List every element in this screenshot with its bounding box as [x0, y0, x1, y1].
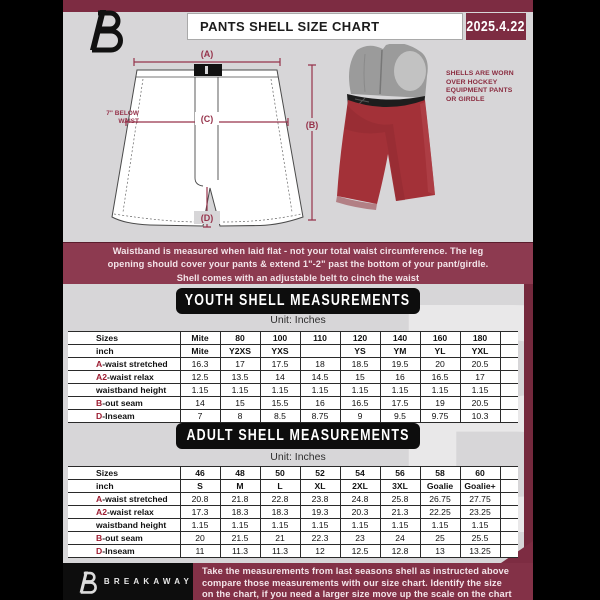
- youth-unit-label: Unit: Inches: [270, 314, 326, 326]
- date-badge: [466, 13, 526, 40]
- cell: 20: [180, 532, 220, 545]
- cell: 14.5: [300, 371, 340, 384]
- cell: 16.3: [180, 358, 220, 371]
- cell: 1.15: [220, 519, 260, 532]
- table-row: [68, 480, 518, 493]
- row-label: inch: [68, 345, 180, 358]
- cell: 16: [380, 371, 420, 384]
- empty-cell: [500, 506, 518, 519]
- cell: 1.15: [260, 384, 300, 397]
- cell: [300, 345, 340, 358]
- breakaway-logo-icon: [85, 7, 123, 58]
- cell: 140: [380, 332, 420, 345]
- cell: 19: [420, 397, 460, 410]
- table-row: [68, 506, 518, 519]
- table-row: [68, 519, 518, 532]
- cell: 23: [340, 532, 380, 545]
- row-label: A-waist stretched: [68, 493, 180, 506]
- cell: S: [180, 480, 220, 493]
- top-maroon-bar: [63, 0, 533, 12]
- youth-measurements-table: [68, 331, 518, 423]
- row-label: inch: [68, 480, 180, 493]
- cell: 180: [460, 332, 500, 345]
- cell: 8.75: [300, 410, 340, 423]
- empty-cell: [500, 332, 518, 345]
- cell: Mite: [180, 345, 220, 358]
- shorts-measurement-diagram: [110, 48, 325, 230]
- cell: 8.5: [260, 410, 300, 423]
- cell: 1.15: [420, 519, 460, 532]
- cell: 27.75: [460, 493, 500, 506]
- empty-cell: [500, 358, 518, 371]
- cell: 20.8: [180, 493, 220, 506]
- cell: 9: [340, 410, 380, 423]
- cell: 16.5: [340, 397, 380, 410]
- youth-section-heading: YOUTH SHELL MEASUREMENTS: [176, 288, 420, 314]
- shell-photo: [335, 44, 457, 216]
- row-label: B-out seam: [68, 397, 180, 410]
- cell: XL: [300, 480, 340, 493]
- cell: 23.25: [460, 506, 500, 519]
- cell: 120: [340, 332, 380, 345]
- cell: 17: [460, 371, 500, 384]
- cell: 22.3: [300, 532, 340, 545]
- empty-cell: [500, 345, 518, 358]
- cell: 20.5: [460, 358, 500, 371]
- cell: 13.5: [220, 371, 260, 384]
- cell: 1.15: [180, 519, 220, 532]
- cell: M: [220, 480, 260, 493]
- cell: 2XL: [340, 480, 380, 493]
- cell: 18.3: [220, 506, 260, 519]
- footer: [63, 563, 533, 600]
- cell: 1.15: [300, 384, 340, 397]
- cell: 60: [460, 467, 500, 480]
- row-label: A-waist stretched: [68, 358, 180, 371]
- cell: 80: [220, 332, 260, 345]
- cell: 1.15: [380, 519, 420, 532]
- cell: 11.3: [220, 545, 260, 558]
- empty-cell: [500, 545, 518, 558]
- cell: 13: [420, 545, 460, 558]
- row-label: D-Inseam: [68, 410, 180, 423]
- measure-b-label: (B): [305, 120, 319, 130]
- cell: 8: [220, 410, 260, 423]
- cell: 24: [380, 532, 420, 545]
- row-label: waistband height: [68, 384, 180, 397]
- cell: YM: [380, 345, 420, 358]
- cell: 1.15: [420, 384, 460, 397]
- cell: 25.8: [380, 493, 420, 506]
- table-row: [68, 493, 518, 506]
- breakaway-logo-icon: [77, 568, 97, 596]
- adult-section-heading: ADULT SHELL MEASUREMENTS: [176, 423, 420, 449]
- empty-cell: [500, 397, 518, 410]
- below-waist-note: 7" BELOW WAIST: [106, 110, 139, 125]
- cell: 54: [340, 467, 380, 480]
- adult-unit-label: Unit: Inches: [270, 451, 326, 463]
- cell: 17.5: [260, 358, 300, 371]
- brand-name: BREAKAWAY: [103, 577, 193, 586]
- cell: 3XL: [380, 480, 420, 493]
- cell: 11.3: [260, 545, 300, 558]
- cell: 21.8: [220, 493, 260, 506]
- cell: 23.8: [300, 493, 340, 506]
- footer-instructions: Take the measurements from last seasons shell as instructed above compare those measurements with our size chart. Identify the size on the chart, if you need a larger size move up the scale on the chart: [193, 563, 533, 600]
- cell: 7: [180, 410, 220, 423]
- empty-cell: [500, 384, 518, 397]
- empty-cell: [500, 493, 518, 506]
- cell: 16.5: [420, 371, 460, 384]
- empty-cell: [500, 532, 518, 545]
- table-row: [68, 467, 518, 480]
- cell: 12.8: [380, 545, 420, 558]
- cell: 15: [220, 397, 260, 410]
- cell: 25.5: [460, 532, 500, 545]
- cell: 20.3: [340, 506, 380, 519]
- document-page: [63, 0, 533, 600]
- cell: 16: [300, 397, 340, 410]
- cell: 19.5: [380, 358, 420, 371]
- table-row: [68, 345, 518, 358]
- cell: 21: [260, 532, 300, 545]
- cell: Mite: [180, 332, 220, 345]
- footer-brand-box: [63, 563, 193, 600]
- cell: 21.5: [220, 532, 260, 545]
- page-title: PANTS SHELL SIZE CHART: [200, 19, 380, 34]
- cell: YXL: [460, 345, 500, 358]
- date-text: 2025.4.22: [466, 18, 526, 35]
- cell: Goalie+: [460, 480, 500, 493]
- cell: Y2XS: [220, 345, 260, 358]
- table-row: [68, 532, 518, 545]
- cell: 13.25: [460, 545, 500, 558]
- row-label: waistband height: [68, 519, 180, 532]
- cell: 20.5: [460, 397, 500, 410]
- cell: 1.15: [460, 384, 500, 397]
- photo-caption: SHELLS ARE WORN OVER HOCKEY EQUIPMENT PANTS OR GIRDLE: [446, 70, 514, 103]
- cell: 50: [260, 467, 300, 480]
- cell: 1.15: [340, 519, 380, 532]
- empty-cell: [500, 410, 518, 423]
- cell: 56: [380, 467, 420, 480]
- row-label: B-out seam: [68, 532, 180, 545]
- cell: 1.15: [220, 384, 260, 397]
- cell: 1.15: [460, 519, 500, 532]
- measure-c-label: (C): [200, 114, 214, 124]
- cell: 100: [260, 332, 300, 345]
- row-label: A2-waist relax: [68, 371, 180, 384]
- row-label: A2-waist relax: [68, 506, 180, 519]
- cell: 19.3: [300, 506, 340, 519]
- cell: YXS: [260, 345, 300, 358]
- cell: 1.15: [340, 384, 380, 397]
- cell: 15.5: [260, 397, 300, 410]
- cell: 9.5: [380, 410, 420, 423]
- cell: 52: [300, 467, 340, 480]
- table-row: [68, 397, 518, 410]
- measure-d-label: (D): [200, 213, 214, 223]
- cell: Goalie: [420, 480, 460, 493]
- empty-cell: [500, 467, 518, 480]
- empty-cell: [500, 371, 518, 384]
- cell: YL: [420, 345, 460, 358]
- cell: 24.8: [340, 493, 380, 506]
- cell: 1.15: [300, 519, 340, 532]
- cell: 18: [300, 358, 340, 371]
- cell: YS: [340, 345, 380, 358]
- row-label: Sizes: [68, 467, 180, 480]
- cell: 17: [220, 358, 260, 371]
- table-row: [68, 371, 518, 384]
- table-row: [68, 358, 518, 371]
- cell: 14: [180, 397, 220, 410]
- table-row: [68, 545, 518, 558]
- cell: 12.5: [340, 545, 380, 558]
- cell: 15: [340, 371, 380, 384]
- cell: 26.75: [420, 493, 460, 506]
- page-title-box: [187, 13, 463, 40]
- cell: 17.5: [380, 397, 420, 410]
- cell: 21.3: [380, 506, 420, 519]
- empty-cell: [500, 480, 518, 493]
- cell: 18.3: [260, 506, 300, 519]
- cell: 14: [260, 371, 300, 384]
- cell: 18.5: [340, 358, 380, 371]
- cell: 9.75: [420, 410, 460, 423]
- measurement-instructions-banner: Waistband is measured when laid flat - not your total waist circumference. The leg opening should cover your pants & extend 1"-2" past the bottom of your pant/girdle. Shell comes with an adjustable belt to cinch the waist: [63, 242, 533, 284]
- cell: 46: [180, 467, 220, 480]
- cell: 10.3: [460, 410, 500, 423]
- cell: 48: [220, 467, 260, 480]
- cell: 22.8: [260, 493, 300, 506]
- cell: 11: [180, 545, 220, 558]
- cell: 20: [420, 358, 460, 371]
- measure-a-label: (A): [200, 49, 214, 59]
- cell: 1.15: [260, 519, 300, 532]
- table-row: [68, 332, 518, 345]
- row-label: D-Inseam: [68, 545, 180, 558]
- cell: 110: [300, 332, 340, 345]
- cell: 25: [420, 532, 460, 545]
- cell: 22.25: [420, 506, 460, 519]
- table-row: [68, 384, 518, 397]
- cell: 58: [420, 467, 460, 480]
- cell: 12: [300, 545, 340, 558]
- cell: 1.15: [180, 384, 220, 397]
- cell: 160: [420, 332, 460, 345]
- cell: 12.5: [180, 371, 220, 384]
- empty-cell: [500, 519, 518, 532]
- row-label: Sizes: [68, 332, 180, 345]
- table-row: [68, 410, 518, 423]
- cell: L: [260, 480, 300, 493]
- adult-measurements-table: [68, 466, 518, 558]
- cell: 17.3: [180, 506, 220, 519]
- cell: 1.15: [380, 384, 420, 397]
